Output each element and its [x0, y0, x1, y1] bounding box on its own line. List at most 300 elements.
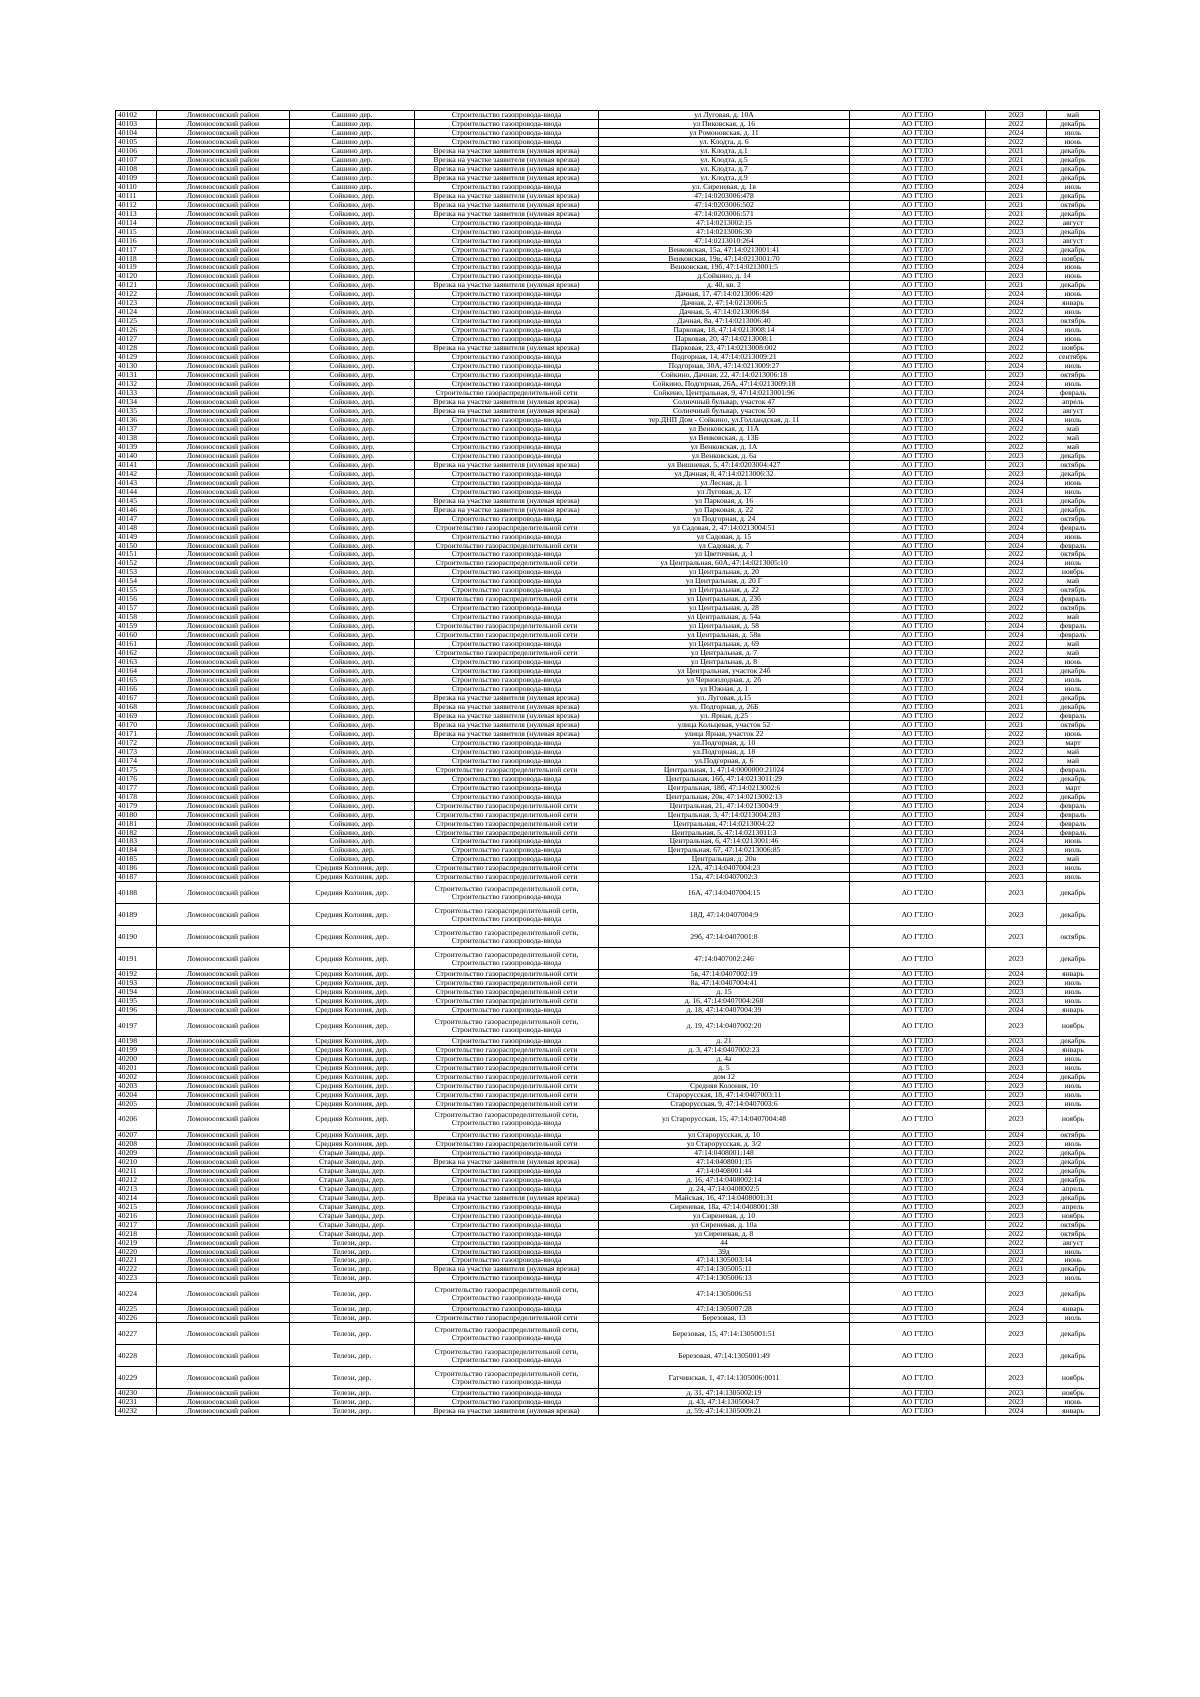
- work-type-cell: Строительство газопровода-ввода: [415, 371, 599, 380]
- row-number-cell: 40221: [116, 1256, 157, 1265]
- row-number-cell: 40137: [116, 424, 157, 433]
- table-row: [116, 1157, 1100, 1166]
- address-cell: д. 18, 47:14:0407004:39: [599, 1006, 850, 1015]
- table-row: [116, 326, 1100, 335]
- year-cell: 2022: [986, 568, 1047, 577]
- locality-cell: Сойкино, дер.: [290, 496, 415, 505]
- month-cell: январь: [1047, 970, 1100, 979]
- month-cell: декабрь: [1047, 774, 1100, 783]
- address-cell: ул Центральная, д. 69: [599, 640, 850, 649]
- row-number-cell: 40107: [116, 155, 157, 164]
- address-cell: Венковская, 19б, 47:14:0213001:5: [599, 263, 850, 272]
- row-number-cell: 40148: [116, 523, 157, 532]
- row-number-cell: 40217: [116, 1220, 157, 1229]
- work-type-cell: Строительство газопровода-ввода: [415, 1148, 599, 1157]
- district-cell: Ломоносовский район: [157, 451, 290, 460]
- work-type-cell: Врезка на участке заявителя (нулевая врезка): [415, 200, 599, 209]
- contractor-cell: АО ГТЛО: [850, 904, 986, 926]
- year-cell: 2022: [986, 676, 1047, 685]
- address-cell: ул. Клодта, д.7: [599, 164, 850, 173]
- locality-cell: Сойкино, дер.: [290, 711, 415, 720]
- work-type-cell: Строительство газораспределительной сети, Строительство газопровода-ввода: [415, 948, 599, 970]
- locality-cell: Сойкино, дер.: [290, 837, 415, 846]
- row-number-cell: 40192: [116, 970, 157, 979]
- district-cell: Ломоносовский район: [157, 398, 290, 407]
- year-cell: 2022: [986, 649, 1047, 658]
- district-cell: Ломоносовский район: [157, 855, 290, 864]
- month-cell: июнь: [1047, 837, 1100, 846]
- table-row: [116, 550, 1100, 559]
- work-type-cell: Строительство газопровода-ввода: [415, 774, 599, 783]
- locality-cell: Средняя Колония, дер.: [290, 1139, 415, 1148]
- row-number-cell: 40146: [116, 505, 157, 514]
- contractor-cell: АО ГТЛО: [850, 1166, 986, 1175]
- locality-cell: Старые Заводы, дер.: [290, 1211, 415, 1220]
- district-cell: Ломоносовский район: [157, 970, 290, 979]
- year-cell: 2024: [986, 541, 1047, 550]
- address-cell: Подгорная, 14, 47:14:0213009:21: [599, 353, 850, 362]
- table-row: [116, 281, 1100, 290]
- contractor-cell: АО ГТЛО: [850, 119, 986, 128]
- address-cell: ул Центральная, д. 20: [599, 568, 850, 577]
- address-cell: ул Парковая, д. 16: [599, 496, 850, 505]
- contractor-cell: АО ГТЛО: [850, 997, 986, 1006]
- year-cell: 2023: [986, 272, 1047, 281]
- address-cell: 18Д, 47:14:0407004:9: [599, 904, 850, 926]
- contractor-cell: АО ГТЛО: [850, 1082, 986, 1091]
- address-cell: ул Венковская, д. 13Б: [599, 433, 850, 442]
- table-row: [116, 128, 1100, 137]
- year-cell: 2024: [986, 299, 1047, 308]
- month-cell: июль: [1047, 487, 1100, 496]
- locality-cell: Сойкино, дер.: [290, 622, 415, 631]
- district-cell: Ломоносовский район: [157, 496, 290, 505]
- work-type-cell: Строительство газораспределительной сети: [415, 559, 599, 568]
- address-cell: Березовая, 47:14:1305001:49: [599, 1345, 850, 1367]
- district-cell: Ломоносовский район: [157, 1389, 290, 1398]
- table-row: [116, 1265, 1100, 1274]
- locality-cell: Средняя Колония, дер.: [290, 882, 415, 904]
- table-row: [116, 389, 1100, 398]
- table-row: [116, 191, 1100, 200]
- table-row: [116, 855, 1100, 864]
- month-cell: июль: [1047, 308, 1100, 317]
- month-cell: август: [1047, 218, 1100, 227]
- address-cell: Венковская, 19в, 47:14:0213001:70: [599, 254, 850, 263]
- month-cell: май: [1047, 111, 1100, 120]
- row-number-cell: 40174: [116, 756, 157, 765]
- district-cell: Ломоносовский район: [157, 335, 290, 344]
- table-row: [116, 711, 1100, 720]
- contractor-cell: АО ГТЛО: [850, 236, 986, 245]
- year-cell: 2022: [986, 398, 1047, 407]
- contractor-cell: АО ГТЛО: [850, 613, 986, 622]
- month-cell: июль: [1047, 685, 1100, 694]
- contractor-cell: АО ГТЛО: [850, 604, 986, 613]
- district-cell: Ломоносовский район: [157, 1064, 290, 1073]
- district-cell: Ломоносовский район: [157, 1055, 290, 1064]
- row-number-cell: 40200: [116, 1055, 157, 1064]
- locality-cell: Сойкино, дер.: [290, 738, 415, 747]
- row-number-cell: 40219: [116, 1238, 157, 1247]
- row-number-cell: 40108: [116, 164, 157, 173]
- work-type-cell: Строительство газопровода-ввода: [415, 326, 599, 335]
- work-type-cell: Строительство газопровода-ввода: [415, 514, 599, 523]
- contractor-cell: АО ГТЛО: [850, 693, 986, 702]
- table-row: [116, 308, 1100, 317]
- district-cell: Ломоносовский район: [157, 218, 290, 227]
- locality-cell: Средняя Колония, дер.: [290, 1090, 415, 1099]
- month-cell: июль: [1047, 380, 1100, 389]
- contractor-cell: АО ГТЛО: [850, 1055, 986, 1064]
- row-number-cell: 40116: [116, 236, 157, 245]
- month-cell: декабрь: [1047, 505, 1100, 514]
- work-type-cell: Строительство газопровода-ввода: [415, 1220, 599, 1229]
- month-cell: октябрь: [1047, 1220, 1100, 1229]
- locality-cell: Телези, дер.: [290, 1283, 415, 1305]
- table-row: [116, 988, 1100, 997]
- year-cell: 2023: [986, 236, 1047, 245]
- locality-cell: Сойкино, дер.: [290, 236, 415, 245]
- table-row: [116, 649, 1100, 658]
- work-type-cell: Строительство газопровода-ввода: [415, 1166, 599, 1175]
- district-cell: Ломоносовский район: [157, 693, 290, 702]
- district-cell: Ломоносовский район: [157, 720, 290, 729]
- district-cell: Ломоносовский район: [157, 595, 290, 604]
- work-type-cell: Строительство газопровода-ввода: [415, 335, 599, 344]
- district-cell: Ломоносовский район: [157, 819, 290, 828]
- contractor-cell: АО ГТЛО: [850, 1345, 986, 1367]
- locality-cell: Сойкино, дер.: [290, 658, 415, 667]
- row-number-cell: 40216: [116, 1211, 157, 1220]
- locality-cell: Сойкино, дер.: [290, 631, 415, 640]
- row-number-cell: 40130: [116, 362, 157, 371]
- work-type-cell: Строительство газораспределительной сети: [415, 1046, 599, 1055]
- row-number-cell: 40209: [116, 1148, 157, 1157]
- work-type-cell: Строительство газораспределительной сети: [415, 1055, 599, 1064]
- contractor-cell: АО ГТЛО: [850, 658, 986, 667]
- year-cell: 2021: [986, 173, 1047, 182]
- table-row: [116, 1006, 1100, 1015]
- table-row: [116, 997, 1100, 1006]
- work-type-cell: Строительство газораспределительной сети: [415, 801, 599, 810]
- table-row: [116, 380, 1100, 389]
- contractor-cell: АО ГТЛО: [850, 514, 986, 523]
- locality-cell: Сойкино, дер.: [290, 272, 415, 281]
- work-type-cell: Строительство газопровода-ввода: [415, 1211, 599, 1220]
- district-cell: Ломоносовский район: [157, 200, 290, 209]
- address-cell: ул Луговая, д. 10А: [599, 111, 850, 120]
- contractor-cell: АО ГТЛО: [850, 1130, 986, 1139]
- month-cell: декабрь: [1047, 281, 1100, 290]
- address-cell: д. 43, 47:14:1305004:7: [599, 1398, 850, 1407]
- contractor-cell: АО ГТЛО: [850, 362, 986, 371]
- locality-cell: Сойкино, дер.: [290, 595, 415, 604]
- month-cell: июль: [1047, 979, 1100, 988]
- locality-cell: Сойкино, дер.: [290, 720, 415, 729]
- work-type-cell: Врезка на участке заявителя (нулевая врезка): [415, 496, 599, 505]
- table-row: [116, 1345, 1100, 1367]
- month-cell: июль: [1047, 1082, 1100, 1091]
- address-cell: 47:14:0203006:502: [599, 200, 850, 209]
- contractor-cell: АО ГТЛО: [850, 433, 986, 442]
- district-cell: Ломоносовский район: [157, 1323, 290, 1345]
- table-row: [116, 1247, 1100, 1256]
- work-type-cell: Врезка на участке заявителя (нулевая врезка): [415, 711, 599, 720]
- table-row: [116, 496, 1100, 505]
- locality-cell: Сойкино, дер.: [290, 586, 415, 595]
- month-cell: декабрь: [1047, 245, 1100, 254]
- district-cell: Ломоносовский район: [157, 137, 290, 146]
- table-row: [116, 1139, 1100, 1148]
- district-cell: Ломоносовский район: [157, 568, 290, 577]
- month-cell: ноябрь: [1047, 1108, 1100, 1130]
- row-number-cell: 40136: [116, 415, 157, 424]
- contractor-cell: АО ГТЛО: [850, 774, 986, 783]
- locality-cell: Сойкино, дер.: [290, 729, 415, 738]
- contractor-cell: АО ГТЛО: [850, 702, 986, 711]
- row-number-cell: 40187: [116, 873, 157, 882]
- contractor-cell: АО ГТЛО: [850, 926, 986, 948]
- district-cell: Ломоносовский район: [157, 1211, 290, 1220]
- table-row: [116, 729, 1100, 738]
- row-number-cell: 40198: [116, 1037, 157, 1046]
- table-row: [116, 1175, 1100, 1184]
- work-type-cell: Строительство газораспределительной сети: [415, 873, 599, 882]
- locality-cell: Сойкино, дер.: [290, 353, 415, 362]
- year-cell: 2023: [986, 111, 1047, 120]
- contractor-cell: АО ГТЛО: [850, 1314, 986, 1323]
- month-cell: июль: [1047, 997, 1100, 1006]
- district-cell: Ломоносовский район: [157, 1345, 290, 1367]
- year-cell: 2022: [986, 1229, 1047, 1238]
- locality-cell: Сойкино, дер.: [290, 649, 415, 658]
- month-cell: май: [1047, 442, 1100, 451]
- contractor-cell: АО ГТЛО: [850, 344, 986, 353]
- address-cell: д. 16, 47:14:0408002:14: [599, 1175, 850, 1184]
- contractor-cell: АО ГТЛО: [850, 1184, 986, 1193]
- locality-cell: Сойкино, дер.: [290, 604, 415, 613]
- locality-cell: Средняя Колония, дер.: [290, 926, 415, 948]
- locality-cell: Телези, дер.: [290, 1407, 415, 1416]
- month-cell: июнь: [1047, 1398, 1100, 1407]
- district-cell: Ломоносовский район: [157, 532, 290, 541]
- address-cell: 47:14:0408001:15: [599, 1157, 850, 1166]
- row-number-cell: 40206: [116, 1108, 157, 1130]
- year-cell: 2022: [986, 442, 1047, 451]
- district-cell: Ломоносовский район: [157, 667, 290, 676]
- work-type-cell: Врезка на участке заявителя (нулевая врезка): [415, 191, 599, 200]
- row-number-cell: 40179: [116, 801, 157, 810]
- contractor-cell: АО ГТЛО: [850, 729, 986, 738]
- district-cell: Ломоносовский район: [157, 344, 290, 353]
- address-cell: ул. Клодта, д.1: [599, 146, 850, 155]
- address-cell: Подгорная, 30А, 47:14:0213009:27: [599, 362, 850, 371]
- locality-cell: Сойкино, дер.: [290, 667, 415, 676]
- month-cell: декабрь: [1047, 496, 1100, 505]
- year-cell: 2024: [986, 819, 1047, 828]
- table-row: [116, 173, 1100, 182]
- address-cell: ул Центральная, д. 23б: [599, 595, 850, 604]
- year-cell: 2021: [986, 209, 1047, 218]
- table-row: [116, 1220, 1100, 1229]
- row-number-cell: 40105: [116, 137, 157, 146]
- month-cell: май: [1047, 640, 1100, 649]
- month-cell: декабрь: [1047, 667, 1100, 676]
- address-cell: Березовая, 13: [599, 1314, 850, 1323]
- district-cell: Ломоносовский район: [157, 1108, 290, 1130]
- year-cell: 2022: [986, 119, 1047, 128]
- locality-cell: Средняя Колония, дер.: [290, 1037, 415, 1046]
- year-cell: 2024: [986, 970, 1047, 979]
- locality-cell: Сойкино, дер.: [290, 389, 415, 398]
- locality-cell: Сойкино, дер.: [290, 406, 415, 415]
- table-row: [116, 451, 1100, 460]
- work-type-cell: Строительство газопровода-ввода: [415, 469, 599, 478]
- year-cell: 2022: [986, 640, 1047, 649]
- contractor-cell: АО ГТЛО: [850, 128, 986, 137]
- address-cell: Средняя Колония, 10: [599, 1082, 850, 1091]
- month-cell: декабрь: [1047, 792, 1100, 801]
- table-row: [116, 774, 1100, 783]
- year-cell: 2024: [986, 1184, 1047, 1193]
- district-cell: Ломоносовский район: [157, 317, 290, 326]
- year-cell: 2022: [986, 514, 1047, 523]
- district-cell: Ломоносовский район: [157, 1314, 290, 1323]
- district-cell: Ломоносовский район: [157, 631, 290, 640]
- locality-cell: Сойкино, дер.: [290, 263, 415, 272]
- table-row: [116, 1305, 1100, 1314]
- contractor-cell: АО ГТЛО: [850, 783, 986, 792]
- work-type-cell: Строительство газораспределительной сети, Строительство газопровода-ввода: [415, 1015, 599, 1037]
- locality-cell: Сойкино, дер.: [290, 559, 415, 568]
- address-cell: д. 16, 47:14:0407004:268: [599, 997, 850, 1006]
- address-cell: ул Подгорная, д. 24: [599, 514, 850, 523]
- year-cell: 2023: [986, 997, 1047, 1006]
- district-cell: Ломоносовский район: [157, 478, 290, 487]
- year-cell: 2024: [986, 1305, 1047, 1314]
- district-cell: Ломоносовский район: [157, 729, 290, 738]
- work-type-cell: Строительство газопровода-ввода: [415, 658, 599, 667]
- address-cell: ул Центральная, 60А, 47:14:0213005:10: [599, 559, 850, 568]
- address-cell: Центральная, 16б, 47:14:0213011:29: [599, 774, 850, 783]
- row-number-cell: 40144: [116, 487, 157, 496]
- contractor-cell: АО ГТЛО: [850, 1175, 986, 1184]
- year-cell: 2024: [986, 523, 1047, 532]
- locality-cell: Средняя Колония, дер.: [290, 1099, 415, 1108]
- address-cell: Сойкино, Центральная, 9, 47:14:0213001:96: [599, 389, 850, 398]
- district-cell: Ломоносовский район: [157, 182, 290, 191]
- row-number-cell: 40227: [116, 1323, 157, 1345]
- locality-cell: Средняя Колония, дер.: [290, 904, 415, 926]
- work-type-cell: Врезка на участке заявителя (нулевая врезка): [415, 1193, 599, 1202]
- year-cell: 2023: [986, 1015, 1047, 1037]
- year-cell: 2023: [986, 1398, 1047, 1407]
- table-row: [116, 783, 1100, 792]
- row-number-cell: 40147: [116, 514, 157, 523]
- contractor-cell: АО ГТЛО: [850, 371, 986, 380]
- address-cell: ул.Подгорная, д. 10: [599, 738, 850, 747]
- row-number-cell: 40143: [116, 478, 157, 487]
- address-cell: Центральная, 67, 47:14:0213006:85: [599, 846, 850, 855]
- row-number-cell: 40131: [116, 371, 157, 380]
- contractor-cell: АО ГТЛО: [850, 1265, 986, 1274]
- locality-cell: Сашино дер.: [290, 137, 415, 146]
- work-type-cell: Врезка на участке заявителя (нулевая врезка): [415, 1157, 599, 1166]
- row-number-cell: 40189: [116, 904, 157, 926]
- address-cell: Парковая, 23, 47:14:0213008:002: [599, 344, 850, 353]
- table-row: [116, 658, 1100, 667]
- contractor-cell: АО ГТЛО: [850, 290, 986, 299]
- year-cell: 2023: [986, 1099, 1047, 1108]
- year-cell: 2022: [986, 218, 1047, 227]
- district-cell: Ломоносовский район: [157, 1175, 290, 1184]
- row-number-cell: 40145: [116, 496, 157, 505]
- work-type-cell: Врезка на участке заявителя (нулевая врезка): [415, 729, 599, 738]
- locality-cell: Сойкино, дер.: [290, 810, 415, 819]
- address-cell: Солнечный бульвар, участок 47: [599, 398, 850, 407]
- locality-cell: Телези, дер.: [290, 1305, 415, 1314]
- year-cell: 2023: [986, 882, 1047, 904]
- year-cell: 2024: [986, 487, 1047, 496]
- year-cell: 2023: [986, 1274, 1047, 1283]
- contractor-cell: АО ГТЛО: [850, 335, 986, 344]
- year-cell: 2024: [986, 362, 1047, 371]
- district-cell: Ломоносовский район: [157, 299, 290, 308]
- month-cell: июль: [1047, 1099, 1100, 1108]
- address-cell: 44: [599, 1238, 850, 1247]
- locality-cell: Сойкино, дер.: [290, 801, 415, 810]
- table-row: [116, 371, 1100, 380]
- table-row: [116, 738, 1100, 747]
- work-type-cell: Строительство газопровода-ввода: [415, 550, 599, 559]
- district-cell: Ломоносовский район: [157, 155, 290, 164]
- year-cell: 2023: [986, 1139, 1047, 1148]
- address-cell: Центральная, 21, 47:14:0213004:9: [599, 801, 850, 810]
- row-number-cell: 40152: [116, 559, 157, 568]
- district-cell: Ломоносовский район: [157, 711, 290, 720]
- month-cell: февраль: [1047, 765, 1100, 774]
- district-cell: Ломоносовский район: [157, 828, 290, 837]
- month-cell: июнь: [1047, 1256, 1100, 1265]
- district-cell: Ломоносовский район: [157, 487, 290, 496]
- address-cell: ул Старорусская, д. 3/2: [599, 1139, 850, 1148]
- month-cell: февраль: [1047, 810, 1100, 819]
- year-cell: 2023: [986, 783, 1047, 792]
- month-cell: ноябрь: [1047, 254, 1100, 263]
- contractor-cell: АО ГТЛО: [850, 1247, 986, 1256]
- row-number-cell: 40204: [116, 1090, 157, 1099]
- work-type-cell: Строительство газопровода-ввода: [415, 478, 599, 487]
- address-cell: д. 4а: [599, 1055, 850, 1064]
- district-cell: Ломоносовский район: [157, 702, 290, 711]
- locality-cell: Сойкино, дер.: [290, 380, 415, 389]
- locality-cell: Сойкино, дер.: [290, 460, 415, 469]
- month-cell: ноябрь: [1047, 568, 1100, 577]
- row-number-cell: 40199: [116, 1046, 157, 1055]
- table-row: [116, 586, 1100, 595]
- year-cell: 2023: [986, 469, 1047, 478]
- row-number-cell: 40151: [116, 550, 157, 559]
- month-cell: июнь: [1047, 729, 1100, 738]
- district-cell: Ломоносовский район: [157, 979, 290, 988]
- year-cell: 2022: [986, 1220, 1047, 1229]
- locality-cell: Старые Заводы, дер.: [290, 1202, 415, 1211]
- row-number-cell: 40128: [116, 344, 157, 353]
- contractor-cell: АО ГТЛО: [850, 649, 986, 658]
- table-row: [116, 1367, 1100, 1389]
- work-type-cell: Строительство газопровода-ввода: [415, 433, 599, 442]
